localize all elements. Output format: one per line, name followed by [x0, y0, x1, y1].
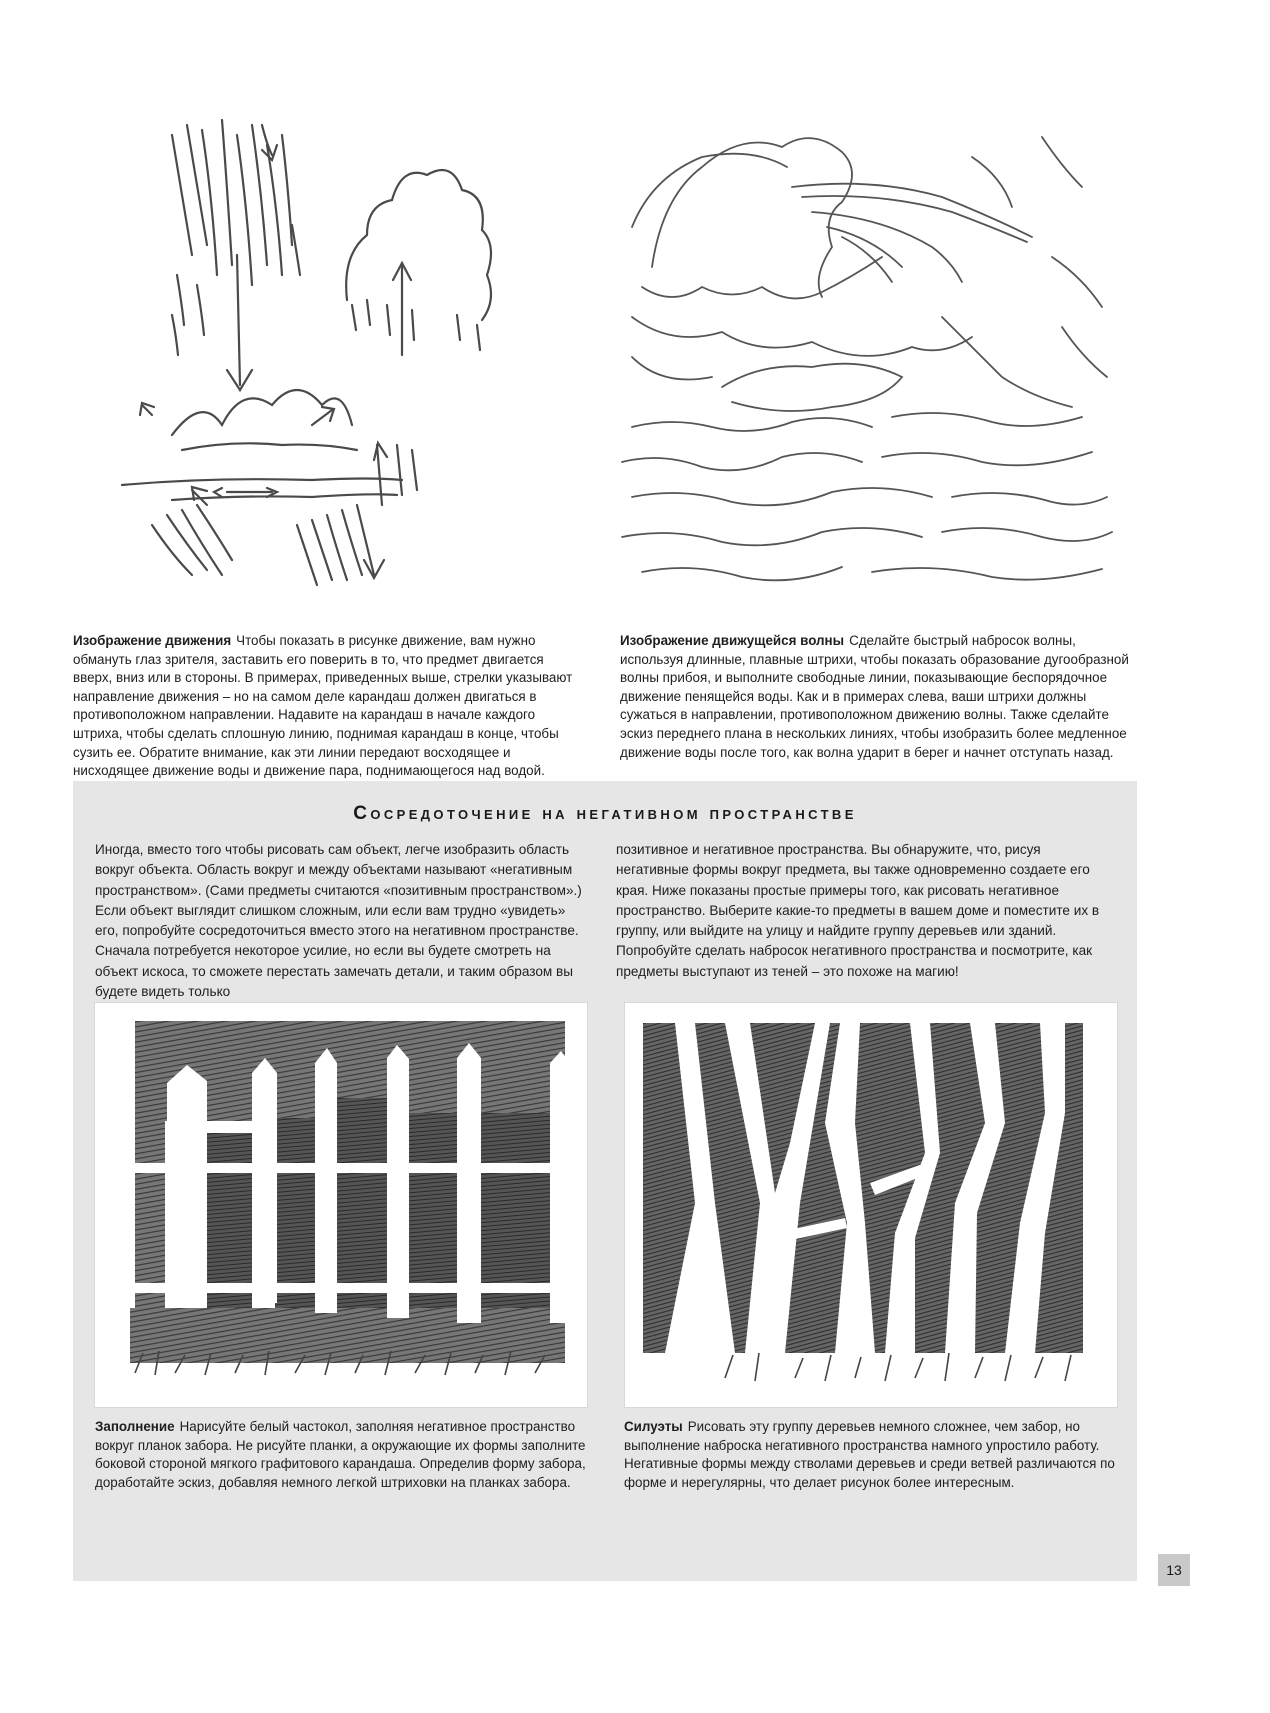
motion-caption-title: Изображение движения	[73, 633, 232, 648]
trees-sketch-drawing	[625, 1003, 1117, 1407]
wave-caption	[620, 632, 1138, 762]
section-text-left: Иногда, вместо того чтобы рисовать сам объект, легче изобразить область вокруг объекта. Область вокруг и между объектами называют «негативным пространством». (Сами предметы считаются «позитивным пространством».) Если объект выглядит слишком сложным, или если вам трудно «увидеть» его, попробуйте сосредоточиться вместо этого на негативном пространстве. Сначала потребуется некоторое усилие, но если вы будете смотреть на объект искоса, то сможете перестать замечать детали, и таким образом вы будете видеть только	[95, 842, 582, 1000]
fence-caption	[95, 1418, 587, 1492]
wave-caption-body: Сделайте быстрый набросок волны, используя длинные, плавные штрихи, чтобы показать образование дугообразной волны прибоя, и выполните свободные линии, показывающие беспорядочное движение пенящейся воды. Как и в примерах слева, ваши штрихи должны сужаться в направлении, противоположном движению волны. Также сделайте эскиз переднего плана в нескольких линиях, чтобы изобразить более медленное движение воды после того, как волна ударит в берег и начнет отступать назад.	[620, 633, 1129, 760]
wave-caption-title: Изображение движущейся волны	[620, 633, 845, 648]
fence-sketch-drawing	[95, 1003, 587, 1407]
motion-sketch-drawing	[112, 105, 512, 600]
wave-sketch-illustration	[612, 117, 1126, 604]
motion-caption-body: Чтобы показать в рисунке движение, вам нужно обмануть глаз зрителя, заставить его поверить в то, что предмет двигается вверх, вниз или в стороны. В примерах, приведенных выше, стрелки указывают направление движения – но на самом деле карандаш должен двигаться в противоположном направлении. Надавите на карандаш в начале каждого штриха, чтобы сделать сплошную линию, поднимая карандаш в конце, чтобы сузить ее. Обратите внимание, как эти линии передают восходящее и нисходящее движение воды и движение пара, поднимающегося над водой.	[73, 633, 573, 779]
fence-caption-title: Заполнение	[95, 1419, 175, 1434]
fence-caption-body: Нарисуйте белый частокол, заполняя негативное пространство вокруг планок забора. Не рисуйте планки, а окружающие их формы заполните боковой стороной мягкого графитового карандаша. Определив форму забора, доработайте эскиз, добавляя немного легкой штриховки на планках забора.	[95, 1419, 586, 1490]
section-text-right: позитивное и негативное пространства. Вы обнаружите, что, рисуя негативные формы вокруг предмета, вы также одновременно создаете его края. Ниже показаны простые примеры того, как рисовать негативное пространство. Выберите какие-то предметы в вашем доме и поместите их в группу, или выйдите на улицу и найдите группу деревьев или зданий. Попробуйте сделать набросок негативного пространства и посмотрите, как предметы выступают из теней – это похоже на магию!	[616, 842, 1100, 979]
trees-caption-title: Силуэты	[624, 1419, 683, 1434]
wave-sketch-drawing	[612, 117, 1126, 604]
trees-caption	[624, 1418, 1120, 1492]
motion-caption	[73, 632, 585, 781]
trees-sketch-illustration	[624, 1002, 1118, 1408]
section-title: Сосредоточение на негативном пространстве	[353, 803, 857, 824]
fence-sketch-illustration	[94, 1002, 588, 1408]
page-number: 13	[1158, 1554, 1190, 1586]
motion-sketch-illustration	[112, 105, 512, 600]
trees-caption-body: Рисовать эту группу деревьев немного сложнее, чем забор, но выполнение наброска негативного пространства намного упростило работу. Негативные формы между стволами деревьев и среди ветвей различаются по форме и нерегулярны, что делает рисунок более интересным.	[624, 1419, 1115, 1490]
